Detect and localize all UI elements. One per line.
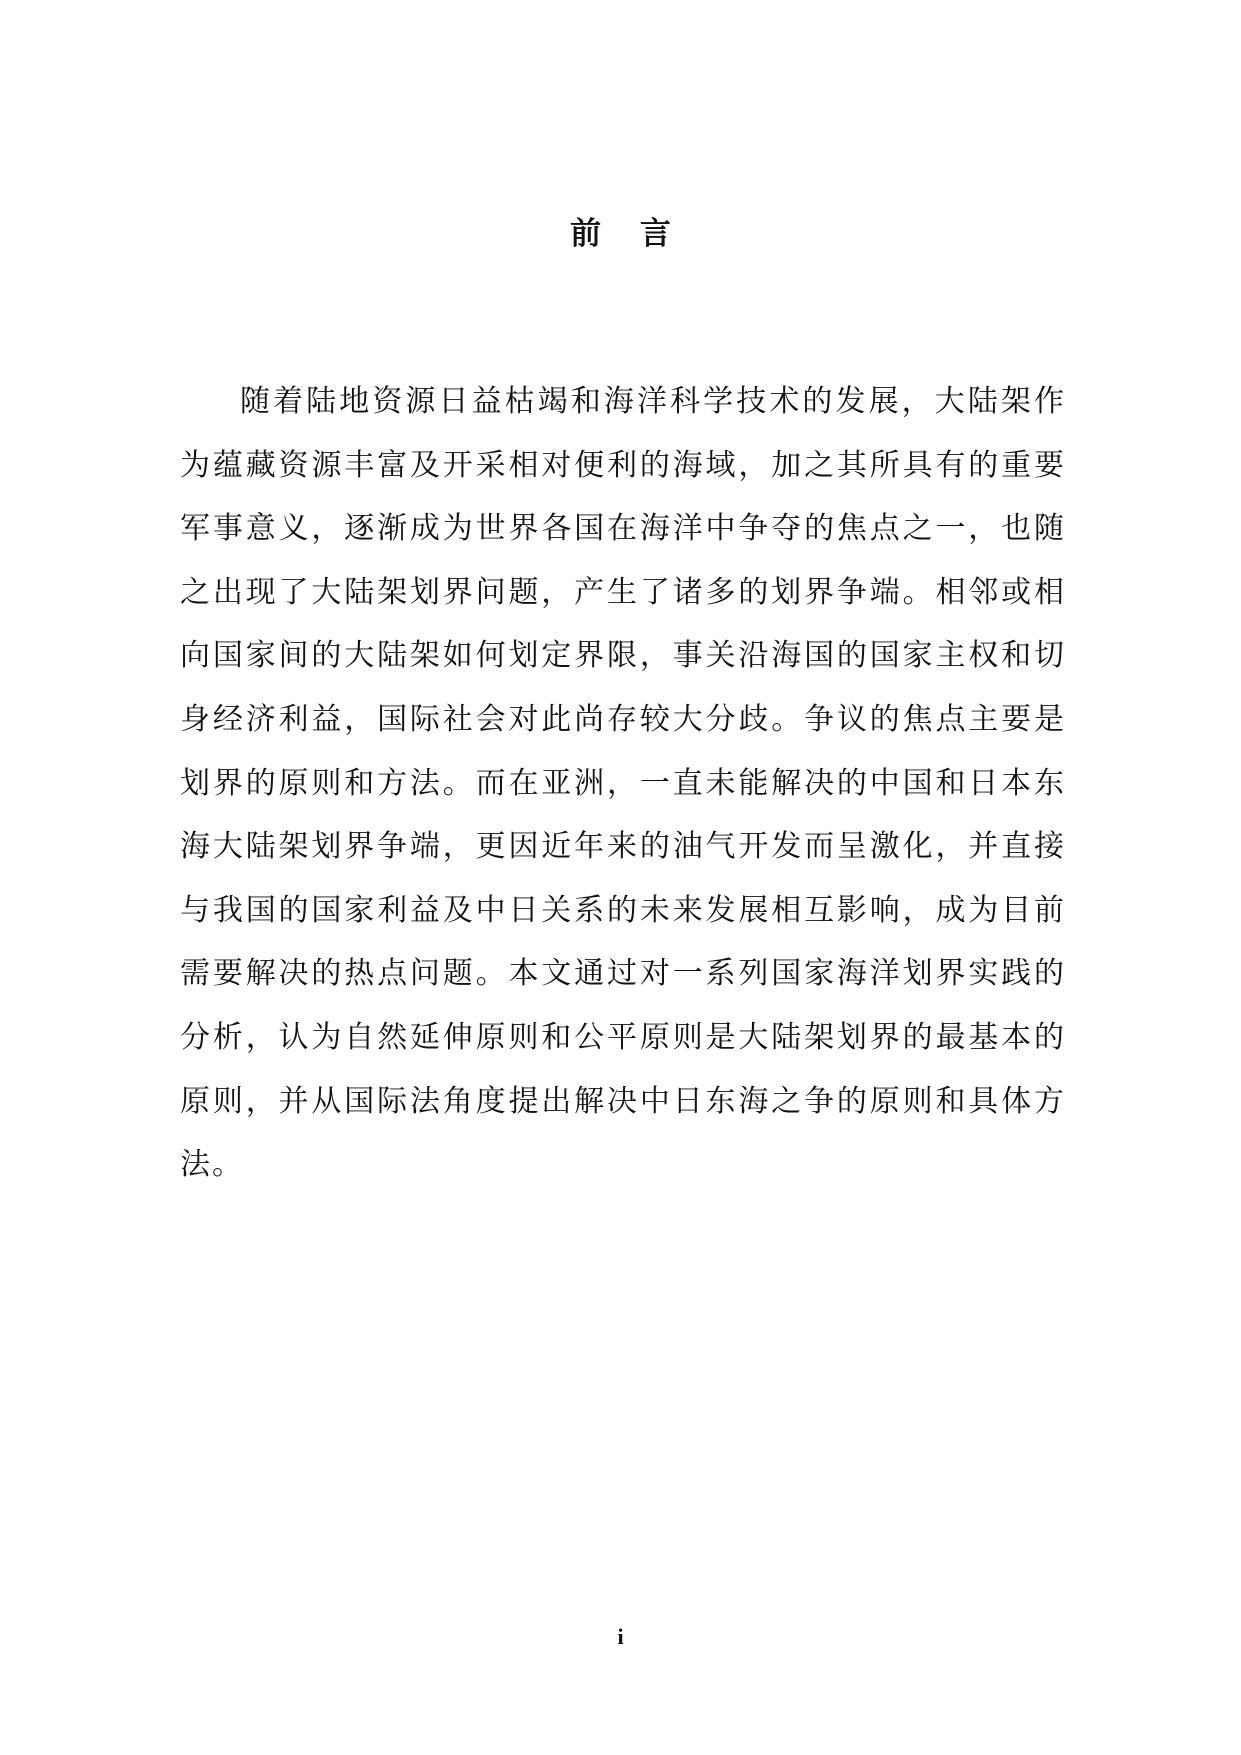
page-title: 前 言: [570, 216, 685, 252]
page-number: i: [617, 1624, 624, 1649]
preface-paragraph: 随着陆地资源日益枯竭和海洋科学技术的发展，大陆架作为蕴藏资源丰富及开采相对便利的海域，加之其所具有的重要军事意义，逐渐成为世界各国在海洋中争夺的焦点之一，也随之出现了大陆架划界问题，产生了诸多的划界争端。相邻或相向国家间的大陆架如何划定界限，事关沿海国的国家主权和切身经济利益，国际社会对此尚存较大分歧。争议的焦点主要是划界的原则和方法。而在亚洲，一直未能解决的中国和日本东海大陆架划界争端，更因近年来的油气开发而呈激化，并直接与我国的国家利益及中日关系的未来发展相互影响，成为目前需要解决的热点问题。本文通过对一系列国家海洋划界实践的分析，认为自然延伸原则和公平原则是大陆架划界的最基本的原则，并从国际法角度提出解决中日东海之争的原则和具体方法。: [180, 384, 1066, 1183]
